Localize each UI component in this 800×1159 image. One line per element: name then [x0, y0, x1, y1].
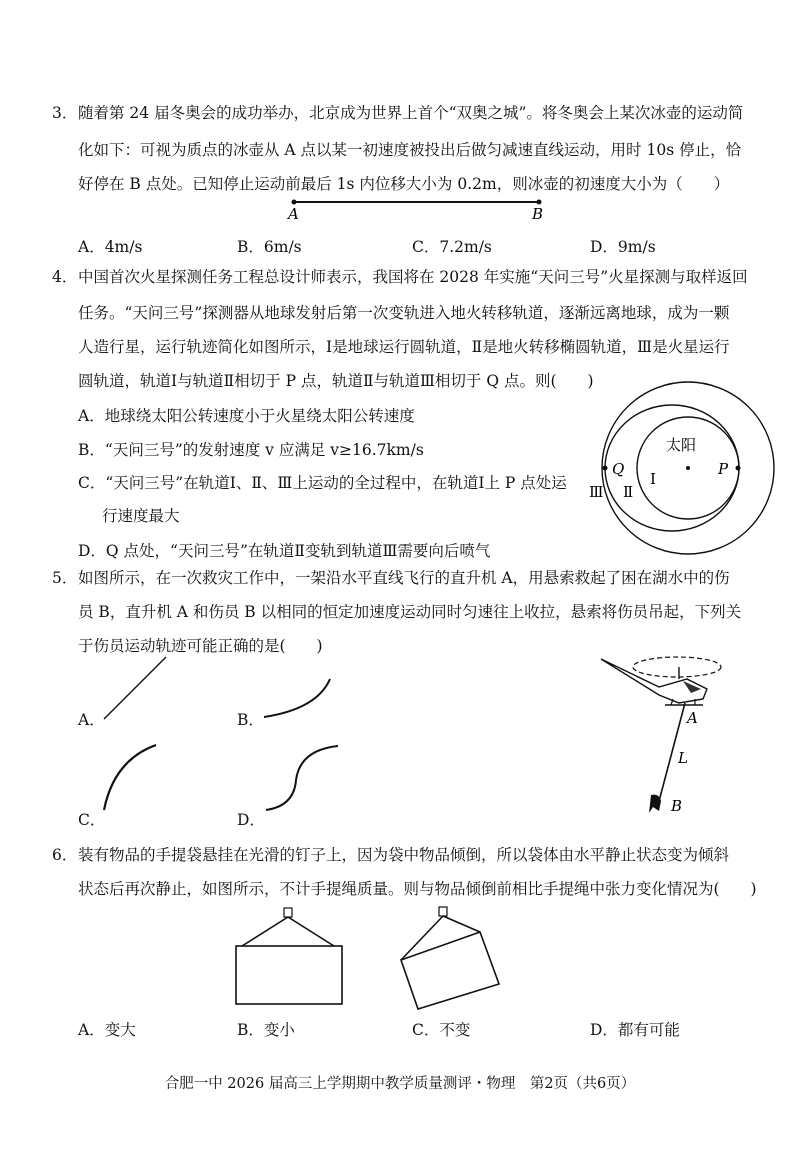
q5-option-c[interactable]: C．: [78, 811, 106, 829]
q5-path-b: [262, 675, 334, 720]
q3-number: 3．: [52, 104, 78, 122]
q3-ab-figure: [280, 195, 550, 225]
q5-path-d: [262, 742, 342, 814]
q4-line-3: 人造行星，运行轨迹简化如图所示，Ⅰ是地球运行圆轨道，Ⅱ是地火转移椭圆轨道，Ⅲ是火星运行: [78, 338, 730, 356]
q4-option-a[interactable]: A．地球绕太阳公转速度小于火星绕太阳公转速度: [78, 407, 415, 425]
nail-icon-2: [439, 907, 447, 916]
q3-label-a: A: [288, 205, 299, 223]
q5-path-a: [100, 655, 170, 725]
q4-option-b[interactable]: B．“天问三号”的发射速度 v 应满足 v≥16.7km/s: [78, 441, 424, 459]
bag-level: [236, 946, 342, 1004]
q6-line-2: 状态后再次静止，如图所示，不计手提绳质量。则与物品倾倒前相比手提绳中张力变化情况为( ): [78, 880, 757, 898]
sun-label: 太阳: [666, 436, 697, 454]
q4-option-c[interactable]: C．“天问三号”在轨道Ⅰ、Ⅱ、Ⅲ上运动的全过程中，在轨道Ⅰ上 P 点处运: [78, 474, 567, 492]
q4-line-4: 圆轨道，轨道Ⅰ与轨道Ⅱ相切于 P 点，轨道Ⅱ与轨道Ⅲ相切于 Q 点。则( ): [78, 372, 594, 390]
q4-option-d[interactable]: D．Q 点处，“天问三号”在轨道Ⅱ变轨到轨道Ⅲ需要向后喷气: [78, 542, 491, 560]
q3-option-c[interactable]: C．7.2m/s: [412, 238, 492, 256]
point-q: [603, 466, 608, 471]
nail-icon: [284, 908, 292, 917]
label-i: Ⅰ: [650, 470, 656, 488]
q4-line-2: 任务。“天问三号”探测器从地球发射后第一次变轨进入地火转移轨道，逐渐远离地球，成为一颗: [78, 304, 730, 322]
q6-number: 6．: [52, 846, 78, 864]
label-p: P: [718, 460, 729, 478]
q3-line-1: 随着第 24 届冬奥会的成功举办，北京成为世界上首个“双奥之城”。将冬奥会上某次冰壶的运动简: [78, 104, 744, 122]
q5-helicopter-diagram: [595, 645, 745, 825]
q3-option-b[interactable]: B．6m/s: [237, 238, 302, 256]
sun-icon: [686, 466, 690, 470]
q6-option-c[interactable]: C．不变: [412, 1021, 471, 1039]
q3-line-3: 好停在 B 点处。已知停止运动前最后 1s 内位移大小为 0.2m，则冰壶的初速度大小为（ ）: [78, 175, 730, 193]
point-p: [736, 466, 741, 471]
q4-orbit-diagram: [588, 380, 788, 570]
q5-option-d[interactable]: D．: [237, 811, 265, 829]
q5-line-1: 如图所示，在一次救灾工作中，一架沿水平直线飞行的直升机 A，用悬索救起了困在湖水中的伤: [78, 569, 730, 587]
helicopter-icon: [601, 659, 707, 705]
casualty-icon: [649, 795, 661, 813]
heli-label-l: L: [678, 749, 688, 767]
q4-number: 4．: [52, 268, 78, 286]
rotor-icon: [633, 657, 721, 677]
q6-option-b[interactable]: B．变小: [237, 1021, 295, 1039]
heli-label-b: B: [671, 797, 683, 815]
page-footer: 合肥一中 2026 届高三上学期期中教学质量测评・物理 第2页（共6页）: [164, 1076, 636, 1092]
q6-line-1: 装有物品的手提袋悬挂在光滑的钉子上，因为袋中物品倾倒，所以袋体由水平静止状态变为倾斜: [78, 846, 730, 864]
q5-option-a[interactable]: A．: [78, 711, 105, 729]
q3-line-2: 化如下：可视为质点的冰壶从 A 点以某一初速度被投出后做匀减速直线运动，用时 10s 停止，恰: [78, 141, 742, 159]
label-q: Q: [612, 460, 625, 478]
q6-option-d[interactable]: D．都有可能: [590, 1021, 680, 1039]
q6-bag-tilted: [383, 903, 513, 1013]
q3-label-b: B: [532, 205, 544, 223]
label-ii: Ⅱ: [623, 483, 634, 501]
q5-number: 5．: [52, 569, 78, 587]
heli-label-a: A: [687, 709, 698, 727]
q6-option-a[interactable]: A．变大: [78, 1021, 136, 1039]
q4-option-c-cont: 行速度最大: [102, 507, 180, 525]
q5-path-c: [100, 742, 160, 814]
label-iii: Ⅲ: [589, 483, 604, 501]
q6-bag-level: [230, 905, 350, 1010]
q5-option-b[interactable]: B．: [237, 711, 264, 729]
q4-line-1: 中国首次火星探测任务工程总设计师表示，我国将在 2028 年实施“天问三号”火星探测与取样返回: [78, 268, 748, 286]
q3-option-d[interactable]: D．9m/s: [590, 238, 656, 256]
q3-option-a[interactable]: A．4m/s: [78, 238, 143, 256]
q5-line-3: 于伤员运动轨迹可能正确的是( ): [78, 637, 323, 655]
q5-line-2: 员 B，直升机 A 和伤员 B 以相同的恒定加速度运动同时匀速往上收拉，悬索将伤员吊起，下列关: [78, 603, 742, 621]
